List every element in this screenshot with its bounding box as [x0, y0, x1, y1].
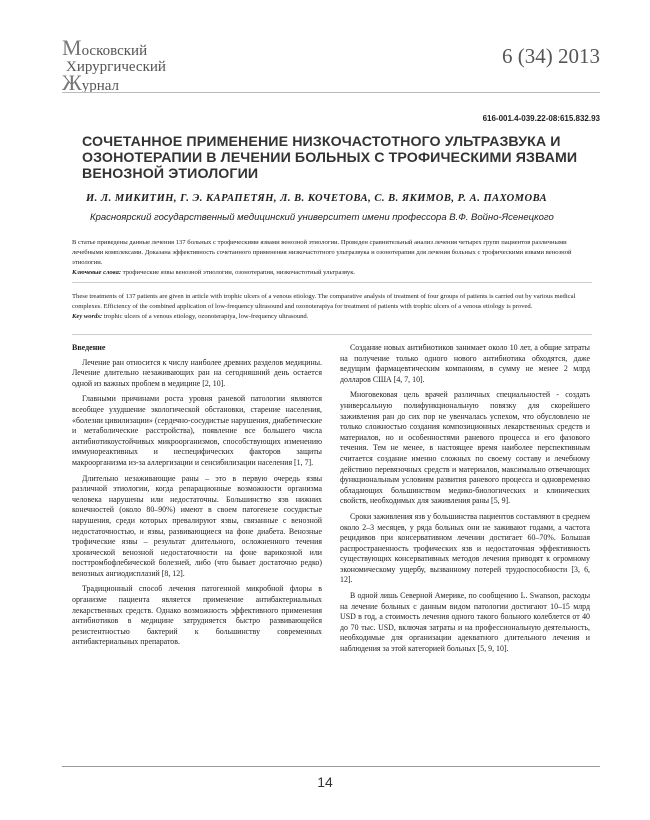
footer-divider: [62, 766, 600, 767]
paragraph: Лечение ран относится к числу наиболее древних разделов медицины. Лечение длительно незаживающих ран на сегодняшний день остается одной из важных проблем в медицине [2, 10].: [72, 357, 322, 388]
affiliation: Красноярский государственный медицинский университет имени профессора В.Ф. Войно-Ясенецкого: [90, 212, 554, 223]
right-column: [340, 343, 590, 660]
journal-logo: [62, 35, 166, 95]
header-divider: [62, 92, 600, 93]
keywords-en: trophic ulcers of a venous etiology, ozonoterapiya, low-frequency ultrasound.: [102, 313, 309, 320]
abstract-ru: [72, 238, 592, 278]
left-column: [72, 343, 322, 653]
paragraph: Главными причинами роста уровня раневой патологии являются всеобщее ухудшение экологической обстановки, старение населения, «болезни цивилизации» (сердечно-сосудистые нарушения, диабетические и метаболические расстройства), появление все большего числа антибиотикоустойчивых микроорганизмов, способствующих изменению иммунореактивных и неспецифических факторов защиты макроорганизма из-за аллергизации и сенсибилизации населения [1, 7].: [72, 394, 322, 467]
paragraph: Создание новых антибиотиков занимает около 10 лет, а общие затраты на получение только одного нового антибиотика обходятся, даже ведущим фармацевтическим компаниям, в сумму не менее 2 млрд долларов США [4, 7, 10].: [340, 343, 590, 384]
abstract-ru-text: В статье приведены данные лечения 137 больных с трофическими язвами венозной этиологии. Проведен сравнительный анализ лечения четырех групп пациентов различными лечебными комплексами. Доказана эффективность сочетанного применения низкочастотного ультразвука и озонотерапии для лечения больных с трофическими язвами венозной этиологии.: [72, 239, 572, 266]
udc-code: 616-001.4-039.22-08:615.832.93: [482, 114, 600, 123]
paragraph: Многовековая цель врачей различных специальностей - создать универсальную полифункциональную повязку для скорейшего заживления ран до сих пор не увенчалась успехом, что обусловлено не только сложностью создания композиционных лекарственных средств и материалов, но и особенностями раневого процесса и его фазового течения. Тем не менее, в настоящее время наиболее перспективным считается создание именно сложных по своему составу и лечебному действию перевязочных средств и материалов, максимально отвечающих функциональным условиям развития раневого процесса и одновременно обладающих большинством медико-биологических и клинических свойств, необходимых для заживления раны [5, 9].: [340, 390, 590, 506]
abstract-en: [72, 292, 592, 322]
section-heading-intro: Введение: [72, 343, 106, 352]
logo-line1: осковский: [81, 43, 148, 59]
authors: И. Л. МИКИТИН, Г. Э. КАРАПЕТЯН, Л. В. КОЧЕТОВА, С. В. ЯКИМОВ, Р. А. ПАХОМОВА: [86, 193, 548, 204]
abstract-divider: [72, 282, 592, 283]
logo-initial-zh: Ж: [62, 70, 82, 95]
abstract-end-divider: [72, 334, 592, 335]
issue-number: 6 (34) 2013: [502, 44, 600, 68]
paragraph: В одной лишь Северной Америке, по сообщению L. Swanson, расходы на лечение больных с данным видом патологии достигают 10–15 млрд USD в год, а стоимость лечения одного такого больного колеблется от 40 до 70 тыс. USD, включая затраты и на профессиональную деятельность, необходимые для организации адекватного длительного лечения и наблюдения за этой категорией больных [5, 9, 10].: [340, 591, 590, 654]
keywords-en-label: Key words:: [72, 313, 103, 320]
abstract-en-text: These treatments of 137 patients are given in article with trophic ulcers of a venous etiology. The comparative analysis of treatment of four groups of patients is carried out by various medical complexes. Efficiency of the combined application of low-frequency ultrasound and ozonoterapiya for treatment of patients with trophic ulcers of a venous etiology is proved.: [72, 293, 576, 310]
keywords-ru: трофические язвы венозной этиологии, озонотерапия, низкочастотный ультразвук.: [121, 269, 356, 276]
paragraph: Сроки заживления язв у большинства пациентов составляют в среднем около 2–3 месяцев, у ряда больных они не заживают годами, а частота рецидивов при консервативном лечении достигает 60–70%. Большая распространенность трофических язв и недостаточная эффективность существующих консервативных методов лечения приводят к огромному экономическому ущербу, вызванному потерей трудоспособности [3, 6, 12].: [340, 511, 590, 585]
keywords-ru-label: Ключевые слова:: [72, 269, 122, 276]
logo-line2: Хирургический: [66, 59, 166, 75]
paragraph: Длительно незаживающие раны – это в первую очередь язвы различной этиологии, когда репарационные возможности организма человека нарушены или недостаточны. Большинство язв нижних конечностей (около 80–90%) имеют в своем патогенезе сосудистые нарушения, среди которых превалируют язвы, связанные с венозной недостаточностью, и язвы, развивающиеся на фоне диабета. Венозные трофические язвы – результат длительного, осложненного течения хронической венозной недостаточности на фоне варикозной или посттромбофлебической болезней, либо (что бывает достаточно редко) венозных ангиодисплазий [8, 12].: [72, 473, 322, 578]
logo-line3: урнал: [81, 78, 120, 94]
page-number: 14: [317, 774, 333, 790]
article-title: СОЧЕТАННОЕ ПРИМЕНЕНИЕ НИЗКОЧАСТОТНОГО УЛЬТРАЗВУКА И ОЗОНОТЕРАПИИ В ЛЕЧЕНИИ БОЛЬНЫХ С ТРОФИЧЕСКИМИ ЯЗВАМИ ВЕНОЗНОЙ ЭТИОЛОГИИ: [82, 134, 578, 182]
paragraph: Традиционный способ лечения патогенной микробной флоры в организме пациента является применение антибактериальных лекарственных средств. Однако возможность эффективного применения антибиотиков в медицине затрудняется быстро развивающейся резистентностью бактерий к большинству современных антибактериальных препаратов.: [72, 584, 322, 647]
logo-initial-m: М: [62, 35, 82, 60]
